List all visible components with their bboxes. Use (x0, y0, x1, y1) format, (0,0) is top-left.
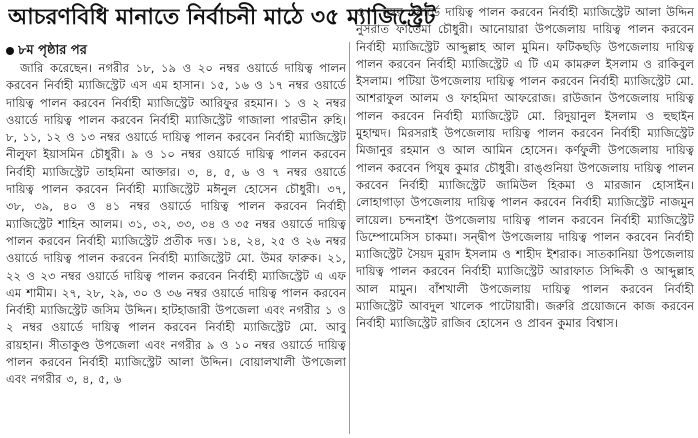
right-column-text: ও ৭ নম্বর ওয়ার্ডে দায়িত্ব পালন করবেন নির্বাহী ম্যাজিস্ট্রেট আলা উদ্দিন নুসরাত ফাতেমা চৌধুরী। আনোয়ারা উপজেলায় দায়িত্ব পালন করবেন নির্বাহী ম্যাজিস্ট্রেট আব্দুল্লাহ আল মুমিন। ফটিকছড়ি উপজেলায় দায়িত্ব পালন করবেন নির্বাহী ম্যাজিস্ট্রেট এ টি এম কামরুল ইসলাম ও রাকিবুল ইসলাম। পটিয়া উপজেলায় দায়িত্ব পালন করবেন নির্বাহী ম্যাজিস্ট্রেট মো. আশরাফুল আলম ও ফাহমিদা আফরোজ। রাউজান উপজেলায় দায়িত্ব পালন করবেন নির্বাহী ম্যাজিস্ট্রেট মো. রিদুয়ানুল ইসলাম ও হুছাইন মুহাম্মদ। মিরসরাই উপজেলায় দায়িত্ব পালন করবেন নির্বাহী ম্যাজিস্ট্রেট মিজানুর রহমান ও আল আমিন হোসেন। কর্ণফুলী উপজেলায় দায়িত্ব পালন করবেন পিযুষ কুমার চৌধুরী। রাঙ্গুনিয়া উপজেলায় দায়িত্ব পালন করবেন নির্বাহী ম্যাজিস্ট্রেট জামিউল হিকমা ও মারজান হোসাইন। লোহাগাড়া উপজেলায় দায়িত্ব পালন করবেন নির্বাহী ম্যাজিস্ট্রেট নাজমুন লায়েল। চন্দনাইশ উপজেলায় দায়িত্ব পালন করবেন নির্বাহী ম্যাজিস্ট্রেট ডিম্পোমেসিস চাকমা। সন্দ্বীপ উপজেলায় দায়িত্ব পালন করবেন নির্বাহী ম্যাজিস্ট্রেট সৈয়দ মুরাদ ইসলাম ও শাহীদ ইশরাক। সাতকানিয়া উপজেলায় দায়িত্ব পালন করবেন নির্বাহী ম্যাজিস্ট্রেট আরাফাত সিদ্দিকী ও আব্দুল্লাহ আল মামুন। বাঁশখালী উপজেলায় দায়িত্ব পালন করবেন নির্বাহী ম্যাজিস্ট্রেট আবদুল খালেক পাটোয়ারী। জরুরি প্রয়োজনে কাজ করবেন নির্বাহী ম্যাজিস্ট্রেট রাজিব হোসেন ও প্রাবন কুমার বিশ্বাস। (356, 5, 694, 331)
right-column (356, 4, 694, 436)
left-column-text: জারি করেছেন। নগরীর ১৮, ১৯ ও ২০ নম্বর ওয়ার্ডে দায়িত্ব পালন করবেন নির্বাহী ম্যাজিস্ট্রেট এস এম হাসান। ১৫, ১৬ ও ১৭ নম্বর ওয়ার্ডে দায়িত্ব পালন করবেন নির্বাহী ম্যাজিস্ট্রেট আরিফুর রহমান। ১ ও ২ নম্বর ওয়ার্ডে দায়িত্ব পালন করবেন নির্বাহী ম্যাজিস্ট্রেট গাজালা পারভীন রুহি। ৮, ১১, ১২ ও ১৩ নম্বর ওয়ার্ডে দায়িত্ব পালন করবেন নির্বাহী ম্যাজিস্ট্রেট নীলুফা ইয়াসমিন চৌধুরী। ৯ ও ১০ নম্বর ওয়ার্ডে দায়িত্ব পালন করবেন নির্বাহী ম্যাজিস্ট্রেট তাহমিনা আক্তার। ৩, ৪, ৫, ৬ ও ৭ নম্বর ওয়ার্ডে দায়িত্ব পালন করবেন নির্বাহী ম্যাজিস্ট্রেট মঈনুল হোসেন চৌধুরী। ৩৭, ৩৮, ৩৯, ৪০ ও ৪১ নম্বর ওয়ার্ডে দায়িত্ব পালন করবেন নির্বাহী ম্যাজিস্ট্রেট শাহিন আলম। ৩১, ৩২, ৩৩, ৩৪ ও ৩৫ নম্বর ওয়ার্ডে দায়িত্ব পালন করবেন নির্বাহী ম্যাজিস্ট্রেট প্রতীক দত্ত। ১৪, ২৪, ২৫ ও ২৬ নম্বর ওয়ার্ডে দায়িত্ব পালন করবেন নির্বাহী ম্যাজিস্ট্রেট মো. উমর ফারুক। ২১, ২২ ও ২৩ নম্বর ওয়ার্ডে দায়িত্ব পালন করবেন নির্বাহী ম্যাজিস্ট্রেট এ এফ এম শামীম। ২৭, ২৮, ২৯, ৩০ ও ৩৬ নম্বর ওয়ার্ডে দায়িত্ব পালন করবেন নির্বাহী ম্যাজিস্ট্রেট জসিম উদ্দিন। হাটহাজারী উপজেলা এবং নগরীর ১ ও ২ নম্বর ওয়ার্ডে দায়িত্ব পালন করবেন নির্বাহী ম্যাজিস্ট্রেট মো. আবু রায়হান। সীতাকুণ্ড উপজেলা এবং নগরীর ৯ ও ১০ নম্বর ওয়ার্ডে দায়িত্ব পালন করবেন নির্বাহী ম্যাজিস্ট্রেট আলা উদ্দিন। বোয়ালখালী উপজেলা এবং নগরীর ৩, ৪, ৫, ৬ (6, 61, 346, 387)
bullet-icon (6, 47, 14, 55)
column-divider (349, 42, 350, 434)
continued-from-label: ৮ম পৃষ্ঠার পর (18, 43, 87, 58)
article-headline: আচরণবিধি মানাতে নির্বাচনী মাঠে ৩৫ ম্যাজিস্ট্রেট (8, 5, 436, 30)
left-column (6, 42, 346, 436)
continued-from-marker (6, 42, 346, 59)
